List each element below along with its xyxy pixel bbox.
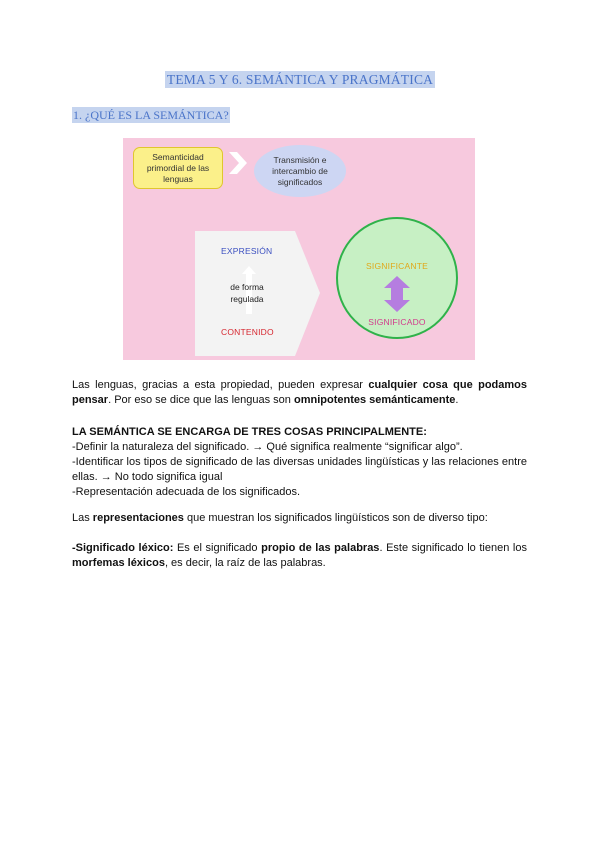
list-item: -Definir la naturaleza del significado. → Qué significa realmente “significar algo”.	[72, 441, 463, 453]
expresion-label: EXPRESIÓN	[221, 246, 273, 256]
transmision-ellipse: Transmisión e intercambio de significados	[254, 145, 346, 197]
paragraph-propiedad: Las lenguas, gracias a esta propiedad, pueden expresar cualquier cosa que podamos pensar. Por eso se dice que las lenguas son omnipotentes semánticamente.	[72, 379, 527, 406]
semanticidad-box: Semanticidad primordial de las lenguas	[133, 147, 223, 189]
paragraph-representaciones: Las representaciones que muestran los significados lingüísticos son de diverso tipo:	[72, 512, 488, 524]
contenido-label: CONTENIDO	[221, 327, 274, 337]
significado-label: SIGNIFICADO	[368, 317, 426, 327]
double-arrow-icon	[384, 276, 410, 312]
semantics-diagram	[123, 138, 475, 360]
tres-cosas-heading: LA SEMÁNTICA SE ENCARGA DE TRES COSAS PRINCIPALMENTE:	[72, 426, 427, 438]
paragraph-tres-cosas	[72, 425, 527, 500]
section-heading: 1. ¿QUÉ ES LA SEMÁNTICA?	[73, 108, 229, 122]
significante-label: SIGNIFICANTE	[366, 261, 428, 271]
document-title: TEMA 5 Y 6. SEMÁNTICA Y PRAGMÁTICA	[166, 72, 434, 87]
de-forma-regulada-label: de forma regulada	[230, 282, 264, 304]
list-item: -Identificar los tipos de significado de las diversas unidades lingüísticas y las relaciones entre ellas. → No todo significa igual	[72, 456, 527, 483]
paragraph-significado-lexico: -Significado léxico: Es el significado propio de las palabras. Este significado lo tienen los morfemas léxicos, es decir, la raíz de las palabras.	[72, 542, 527, 569]
chevron-right-icon	[229, 152, 247, 174]
sign-circle	[336, 217, 458, 339]
list-item: -Representación adecuada de los significados.	[72, 486, 301, 498]
